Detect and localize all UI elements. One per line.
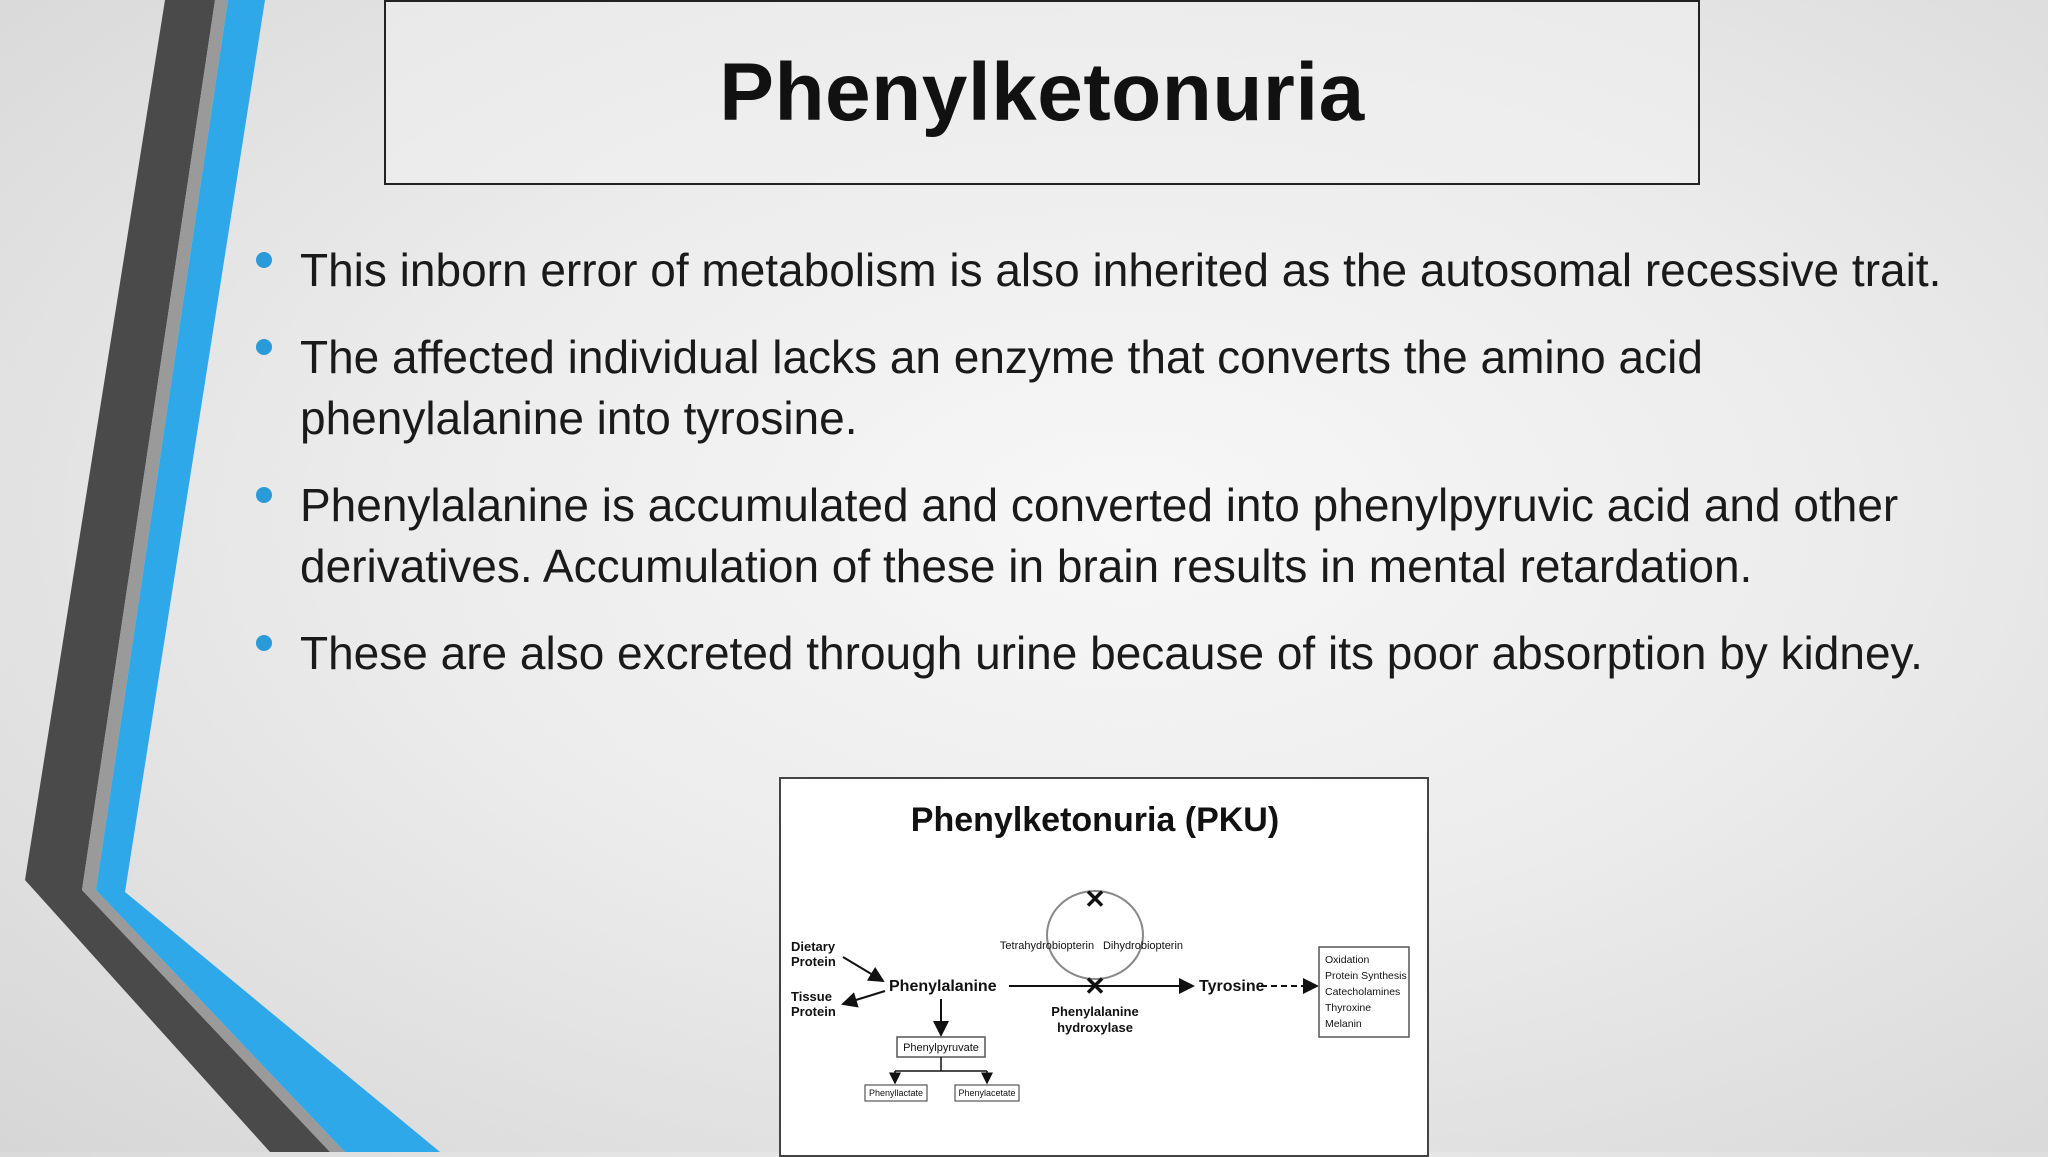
tetrahydrobiopterin-label: Tetrahydrobiopterin bbox=[999, 940, 1095, 952]
phenylalanine-label: Phenylalanine bbox=[889, 978, 997, 995]
outputs-list: Oxidation Protein Synthesis Catecholamines Thyroxine Melanin bbox=[1325, 954, 1407, 1030]
bullet-text: Phenylalanine is accumulated and converted into phenylpyruvic acid and other derivatives. Accumulation of these in brain results in mental retardation. bbox=[300, 479, 1899, 592]
bullet-dot-icon bbox=[256, 339, 272, 355]
enzyme-block-x-icon: ✕ bbox=[1084, 971, 1106, 1001]
bullet-text: These are also excreted through urine because of its poor absorption by kidney. bbox=[300, 627, 1923, 679]
enzyme-label: Phenylalanine hydroxylase bbox=[1051, 1004, 1139, 1035]
dietary-protein-label: Dietary Protein bbox=[791, 939, 836, 969]
phenyllactate-label: Phenyllactate bbox=[868, 1088, 924, 1098]
bullet-list bbox=[250, 240, 1970, 710]
dietary-to-phe-arrow bbox=[843, 957, 883, 981]
tissue-protein-label: Tissue Protein bbox=[791, 989, 836, 1019]
tyrosine-label: Tyrosine bbox=[1199, 978, 1265, 995]
bullet-item bbox=[250, 475, 1970, 597]
phenylpyruvate-label: Phenylpyruvate bbox=[903, 1042, 979, 1054]
phe-to-tissue-arrow bbox=[843, 991, 885, 1004]
bullet-item bbox=[250, 327, 1970, 449]
bullet-item bbox=[250, 623, 1970, 684]
bullet-item bbox=[250, 240, 1970, 301]
dihydrobiopterin-label: Dihydrobiopterin bbox=[1102, 940, 1184, 952]
bullet-dot-icon bbox=[256, 252, 272, 268]
bullet-dot-icon bbox=[256, 487, 272, 503]
cycle-block-x-icon: ✕ bbox=[1084, 884, 1106, 914]
bullet-text: The affected individual lacks an enzyme that converts the amino acid phenylalanine into tyrosine. bbox=[300, 331, 1703, 444]
title-box bbox=[384, 0, 1700, 185]
diagram-title: Phenylketonuria (PKU) bbox=[910, 801, 1280, 839]
pku-diagram bbox=[779, 777, 1429, 1157]
phenylacetate-label: Phenylacetate bbox=[958, 1088, 1016, 1098]
bullet-dot-icon bbox=[256, 635, 272, 651]
slide-title: Phenylketonuria bbox=[719, 46, 1365, 138]
bullet-text: This inborn error of metabolism is also inherited as the autosomal recessive trait. bbox=[300, 244, 1942, 296]
